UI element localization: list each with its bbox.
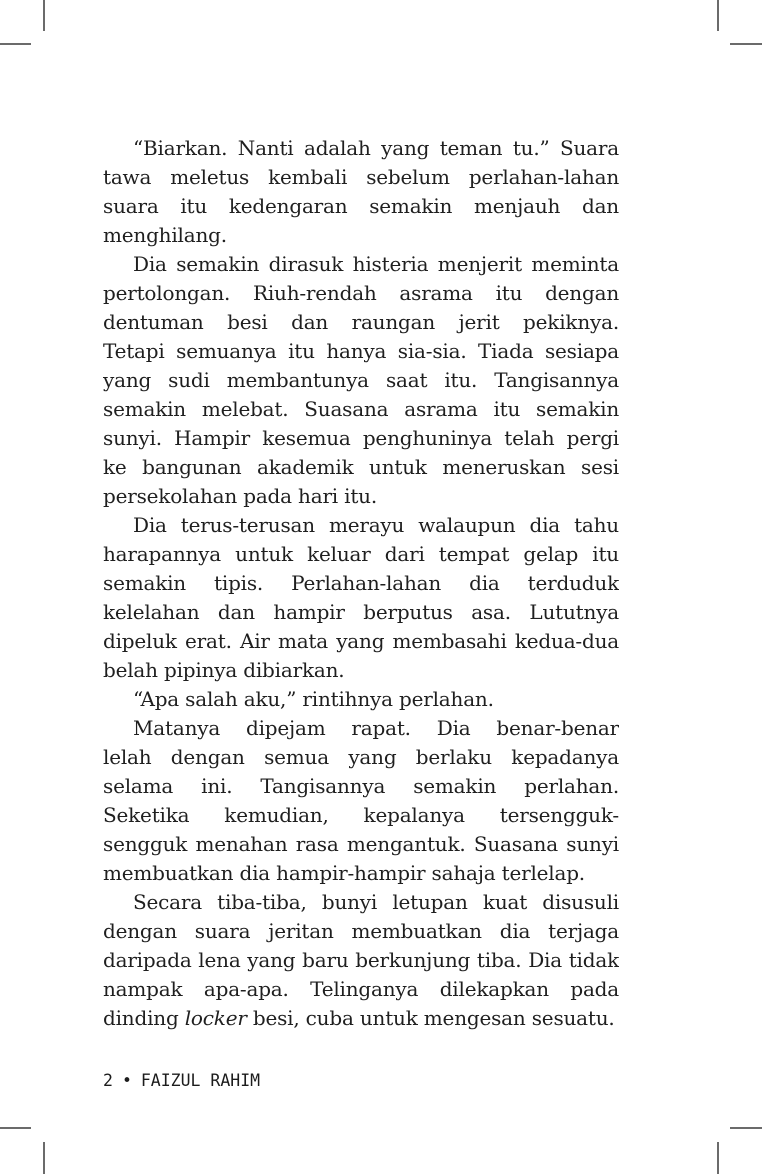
body-text xyxy=(103,134,619,1033)
text-line: daripada lena yang baru berkunjung tiba. Dia tidak xyxy=(103,948,619,972)
text-line: Dia semakin dirasuk histeria menjerit meminta xyxy=(133,252,619,276)
text-line: semakin melebat. Suasana asrama itu semakin xyxy=(103,397,619,421)
page-number: 2 xyxy=(103,1071,113,1090)
text-line: Matanya dipejam rapat. Dia benar-benar xyxy=(133,716,619,740)
paragraph xyxy=(103,134,619,250)
author-name: FAIZUL RAHIM xyxy=(140,1071,261,1090)
text-line: Dia terus-terusan merayu walaupun dia tahu xyxy=(133,513,619,537)
crop-mark-top-left-horizontal xyxy=(0,43,31,45)
text-line: kelelahan dan hampir berputus asa. Lututnya xyxy=(103,600,619,624)
crop-mark-bottom-left-vertical xyxy=(43,1142,45,1174)
crop-mark-top-left-vertical xyxy=(43,0,45,31)
text-line: persekolahan pada hari itu. xyxy=(103,484,378,508)
bullet-separator: • xyxy=(121,1071,132,1090)
crop-mark-bottom-right-horizontal xyxy=(730,1127,762,1129)
crop-mark-top-right-vertical xyxy=(717,0,719,31)
text-line: semakin tipis. Perlahan-lahan dia terduduk xyxy=(103,571,619,595)
text-line: sengguk menahan rasa mengantuk. Suasana sunyi xyxy=(103,832,619,856)
text-line: belah pipinya dibiarkan. xyxy=(103,658,345,682)
text-line: dinding locker besi, cuba untuk mengesan sesuatu. xyxy=(103,1006,615,1030)
text-line: suara itu kedengaran semakin menjauh dan xyxy=(103,194,619,218)
text-line: Secara tiba-tiba, bunyi letupan kuat disusuli xyxy=(133,890,619,914)
text-line: dentuman besi dan raungan jerit pekiknya. xyxy=(103,310,619,334)
text-line: ke bangunan akademik untuk meneruskan sesi xyxy=(103,455,619,479)
text-line: sunyi. Hampir kesemua penghuninya telah pergi xyxy=(103,426,619,450)
text-line: membuatkan dia hampir-hampir sahaja terlelap. xyxy=(103,861,585,885)
text-line: pertolongan. Riuh-rendah asrama itu dengan xyxy=(103,281,619,305)
text-line: nampak apa-apa. Telinganya dilekapkan pada xyxy=(103,977,619,1001)
text-line: lelah dengan semua yang berlaku kepadanya xyxy=(103,745,619,769)
text-line: menghilang. xyxy=(103,223,227,247)
text-line: dipeluk erat. Air mata yang membasahi kedua-dua xyxy=(103,629,619,653)
text-line: Tetapi semuanya itu hanya sia-sia. Tiada sesiapa xyxy=(103,339,619,363)
page-footer xyxy=(103,1071,260,1091)
paragraph xyxy=(103,714,619,888)
text-line: tawa meletus kembali sebelum perlahan-lahan xyxy=(103,165,619,189)
paragraph xyxy=(103,511,619,685)
text-line: selama ini. Tangisannya semakin perlahan. xyxy=(103,774,619,798)
text-line: Seketika kemudian, kepalanya tersengguk- xyxy=(103,803,619,827)
text-line: “Biarkan. Nanti adalah yang teman tu.” Suara xyxy=(133,136,619,160)
crop-mark-bottom-left-horizontal xyxy=(0,1127,31,1129)
paragraph xyxy=(103,250,619,511)
crop-mark-top-right-horizontal xyxy=(730,43,762,45)
paragraph xyxy=(103,685,619,714)
paragraph xyxy=(103,888,619,1033)
text-line: “Apa salah aku,” rintihnya perlahan. xyxy=(133,687,494,711)
text-line: harapannya untuk keluar dari tempat gelap itu xyxy=(103,542,619,566)
text-line: dengan suara jeritan membuatkan dia terjaga xyxy=(103,919,619,943)
crop-mark-bottom-right-vertical xyxy=(717,1142,719,1174)
text-line: yang sudi membantunya saat itu. Tangisannya xyxy=(103,368,619,392)
